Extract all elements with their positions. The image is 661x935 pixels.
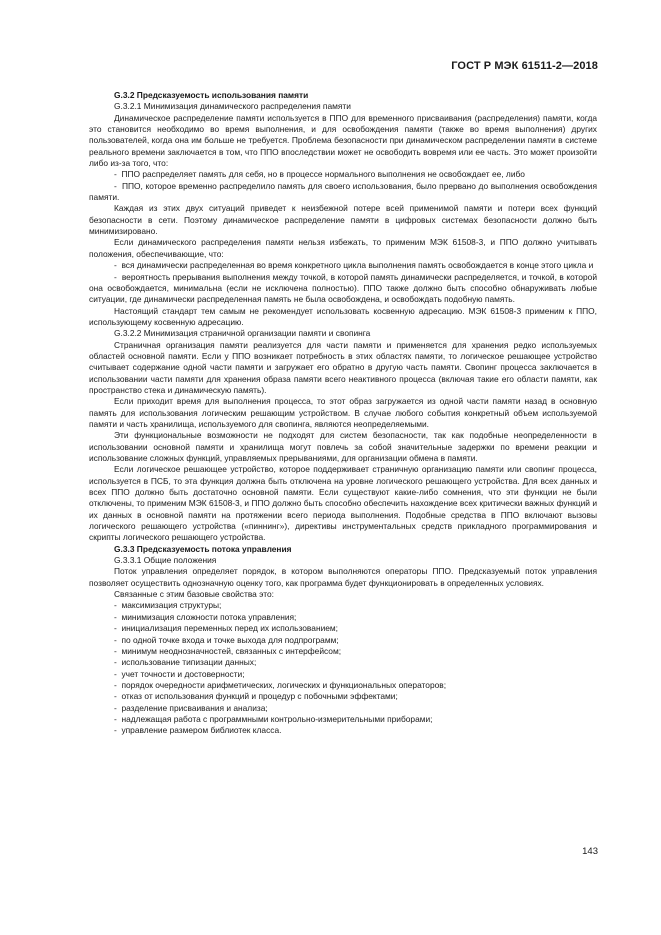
subsection-title: G.3.3.1 Общие положения <box>114 555 217 566</box>
list-item: - разделение присваивания и анализа; <box>89 703 597 714</box>
list-item: - использование типизации данных; <box>89 657 597 668</box>
list-item: - по одной точке входа и точке выхода для подпрограмм; <box>89 635 597 646</box>
list-item: - порядок очередности арифметических, логических и функциональных операторов; <box>89 680 597 691</box>
list-item: - отказ от использования функций и процедур с побочными эффектами; <box>89 691 597 702</box>
paragraph: Каждая из этих двух ситуаций приведет к неизбежной потере всей применимой памяти и потери всех функций безопасности в сети. Поэтому динамическое распределение памяти в цифровых системах безопасности должно быть минимизировано. <box>89 203 597 237</box>
paragraph: Если динамического распределения памяти нельзя избежать, то применим МЭК 61508-3, и ППО должно учитывать положения, обеспечивающие, что: <box>89 237 597 259</box>
paragraph: Если приходит время для выполнения процесса, то этот образ загружается из одной части памяти назад в основную память для использования логическим решающим устройством. В случае любого события конкретный объем используемой памяти и часть хранилища, используемого для свопинга, являются неопределяемыми. <box>89 396 597 429</box>
list-intro: Связанные с этим базовые свойства это: <box>114 589 274 600</box>
page-number: 143 <box>582 846 598 857</box>
list-item: - максимизация структуры; <box>89 600 597 611</box>
document-header: ГОСТ Р МЭК 61511-2—2018 <box>451 60 598 72</box>
paragraph: Если логическое решающее устройство, которое поддерживает страничную организацию памяти или свопинг процесса, используется в ПСБ, то эта функция должна быть отключена на уровне логического решающего устройства. Для всех данных и всех ППО должно быть достаточно основной памяти. Если существуют какие-либо сомнения, что эти функции не были отключены, то применим МЭК 61508-3, и ППО должно быть способно обеспечить нахождение всех критически важных функций и их данных в основной памяти на протяжении всего периода выполнения. Подобные средства в ППО включают вызовы логического решающего устройства («пиннинг»), директивы инструментальных средств прикладного программирования и скрипты логического решающего устройства. <box>89 464 597 543</box>
list-item: - ППО, которое временно распределило память для своего использования, было прервано до выполнения освобождения памяти. <box>89 181 597 204</box>
list-item: - ППО распределяет память для себя, но в процессе нормального выполнения не освобождает ее, либо <box>89 169 597 180</box>
list-item: - надлежащая работа с программными контрольно-измерительными приборами; <box>89 714 597 725</box>
subsection-title: G.3.2.1 Минимизация динамического распределения памяти <box>114 101 351 112</box>
subsection-title: G.3.2.2 Минимизация страничной организации памяти и свопинга <box>114 328 371 339</box>
list-item: - управление размером библиотек класса. <box>89 725 597 736</box>
document-body <box>89 90 597 737</box>
paragraph: Страничная организация памяти реализуется для части памяти и применяется для хранения редко используемых областей основной памяти. Если у ППО возникает потребность в этих областях памяти, то логическое решающее устройство считывает содержание одной части памяти и загружает его обратно в другую часть памяти. Свопинг процесса заключается в использовании части памяти для хранения образа памяти всего неактивного процесса (включая такие его области памяти, как пространство стека и динамическую память). <box>89 339 597 395</box>
paragraph: Эти функциональные возможности не подходят для систем безопасности, так как подобные неопределенности в использовании основной памяти и хранилища могут повлечь за собой значительные задержки по времени реакции и использование сложных функций, управляемых прерываниями, для организации обмена в памяти. <box>89 430 597 463</box>
list-item: - вероятность прерывания выполнения между точкой, в которой память динамически распределяется, и точкой, в которой она освобождается, минимальна (если не исключена полностью). ППО также должно быть способно обнаруживать любые ситуации, где динамически распределенная память не была освобождена, и освобождать подобную память. <box>89 272 597 306</box>
list-item: - вся динамически распределенная во время конкретного цикла выполнения память освобождается в конце этого цикла и <box>89 260 597 271</box>
paragraph: Настоящий стандарт тем самым не рекомендует использовать косвенную адресацию. МЭК 61508-3 применим к ППО, использующему косвенную адресацию. <box>89 305 597 327</box>
paragraph: Динамическое распределение памяти используется в ППО для временного присваивания (распределения) памяти, когда это становится необходимо во время выполнения, и для освобождения памяти (также во время выполнения) других пользователей, когда она им больше не требуется. Проблема безопасности при динамическом распределении памяти в системе реального времени заключается в том, что ППО впоследствии может не освободить вовремя или ее часть. Это может произойти либо из-за того, что: <box>89 112 597 169</box>
section-heading: G.3.2 Предсказуемость использования памяти <box>114 90 309 100</box>
list-item: - минимум неоднозначностей, связанных с интерфейсом; <box>89 646 597 657</box>
paragraph: Поток управления определяет порядок, в котором выполняются операторы ППО. Предсказуемый поток управления позволяет осуществить однозначную оценку того, как программа будет функционировать в определенных условиях. <box>89 566 597 588</box>
list-item: - инициализация переменных перед их использованием; <box>89 623 597 634</box>
section-heading: G.3.3 Предсказуемость потока управления <box>114 543 292 554</box>
list-item: - учет точности и достоверности; <box>89 669 597 680</box>
list-item: - минимизация сложности потока управления; <box>89 612 597 623</box>
